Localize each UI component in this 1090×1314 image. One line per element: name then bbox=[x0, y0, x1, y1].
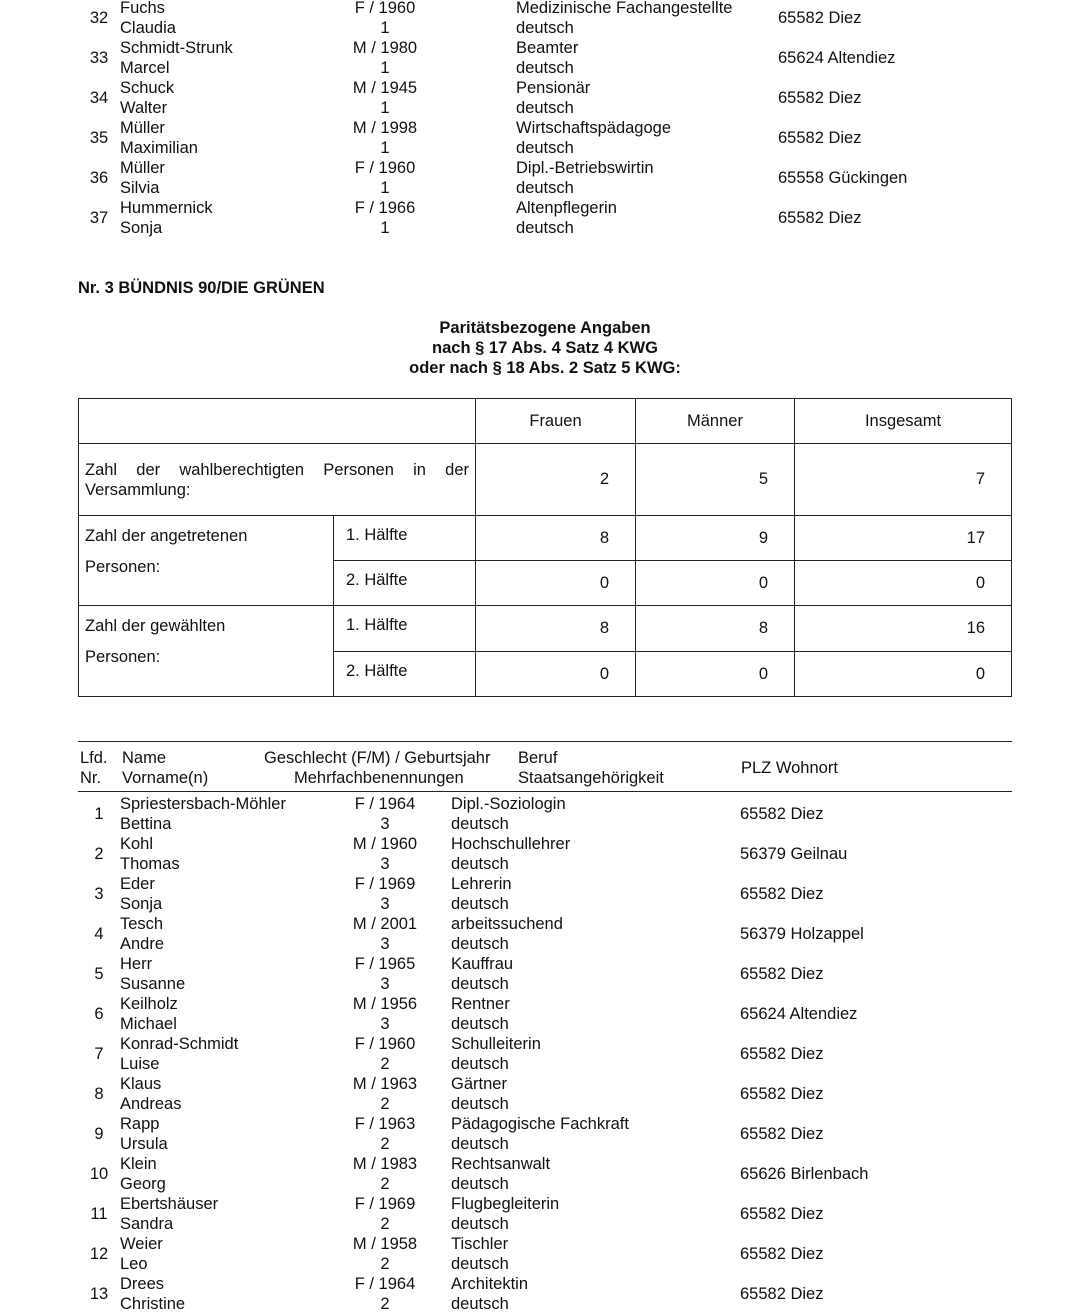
candidate-plz-city: 65558 Gückingen bbox=[778, 169, 908, 187]
candidate-job: Beamter bbox=[516, 39, 579, 57]
candidate-multi-count: 2 bbox=[380, 1095, 390, 1113]
candidate-surname: Hummernick bbox=[120, 199, 213, 217]
candidate-job: Schulleiterin bbox=[451, 1035, 541, 1053]
wahlberechtigt-gesamt: 7 bbox=[795, 444, 1012, 516]
parity-row-angetreten-h1 bbox=[79, 516, 1012, 561]
candidate-surname: Klein bbox=[120, 1155, 157, 1173]
candidate-sex-year: F / 1963 bbox=[354, 1115, 416, 1133]
parity-table bbox=[78, 398, 1012, 697]
candidate-sex-year: M / 1980 bbox=[352, 39, 418, 57]
candidate-plz-city: 65582 Diez bbox=[740, 1085, 824, 1103]
candidate-nationality: deutsch bbox=[451, 975, 509, 993]
candidate-job: Tischler bbox=[451, 1235, 509, 1253]
candidate-number: 33 bbox=[89, 49, 109, 67]
col-insgesamt: Insgesamt bbox=[795, 399, 1012, 444]
gewaehlt-h1-frauen: 8 bbox=[476, 606, 636, 652]
candidate-number: 6 bbox=[94, 1005, 104, 1023]
candidate-firstname: Claudia bbox=[120, 19, 176, 37]
parity-header-empty bbox=[79, 399, 476, 444]
candidate-sex-year: M / 1956 bbox=[352, 995, 418, 1013]
half-label: 1. Hälfte bbox=[334, 606, 476, 652]
half-label: 1. Hälfte bbox=[334, 516, 476, 561]
row-label-angetreten bbox=[79, 516, 334, 606]
candidate-firstname: Maximilian bbox=[120, 139, 198, 157]
candidate-row bbox=[0, 1034, 1090, 1074]
candidate-row bbox=[0, 1194, 1090, 1234]
candidate-firstname: Luise bbox=[120, 1055, 160, 1073]
candidate-job: Pädagogische Fachkraft bbox=[451, 1115, 629, 1133]
candidate-firstname: Susanne bbox=[120, 975, 186, 993]
candidate-plz-city: 65582 Diez bbox=[740, 805, 824, 823]
candidate-surname: Weier bbox=[120, 1235, 163, 1253]
candidate-row bbox=[0, 994, 1090, 1034]
candidate-nationality: deutsch bbox=[451, 1095, 509, 1113]
candidate-sex-year: F / 1966 bbox=[354, 199, 416, 217]
candidate-sex-year: M / 1983 bbox=[352, 1155, 418, 1173]
candidate-plz-city: 65582 Diez bbox=[778, 89, 862, 107]
angetreten-h1-maenner: 9 bbox=[636, 516, 795, 561]
candidate-job: Wirtschaftspädagoge bbox=[516, 119, 672, 137]
candidate-firstname: Walter bbox=[120, 99, 168, 117]
candidate-row bbox=[0, 158, 1090, 198]
candidate-nationality: deutsch bbox=[451, 1175, 509, 1193]
header-name: Name bbox=[122, 749, 167, 767]
candidate-surname: Drees bbox=[120, 1275, 165, 1293]
candidate-sex-year: M / 1960 bbox=[352, 835, 418, 853]
candidate-number: 1 bbox=[94, 805, 104, 823]
candidate-row bbox=[0, 794, 1090, 834]
candidate-firstname: Sandra bbox=[120, 1215, 174, 1233]
header-geschlecht: Geschlecht (F/M) / Geburtsjahr bbox=[264, 749, 491, 767]
candidate-multi-count: 2 bbox=[380, 1135, 390, 1153]
header-beruf: Beruf bbox=[518, 749, 558, 767]
header-rule-bottom bbox=[78, 791, 1012, 792]
candidate-job: Pensionär bbox=[516, 79, 591, 97]
candidate-nationality: deutsch bbox=[451, 1055, 509, 1073]
candidate-number: 3 bbox=[94, 885, 104, 903]
candidate-multi-count: 2 bbox=[380, 1255, 390, 1273]
candidate-nationality: deutsch bbox=[516, 139, 574, 157]
candidate-sex-year: F / 1969 bbox=[354, 875, 416, 893]
candidate-nationality: deutsch bbox=[451, 1295, 509, 1313]
candidate-plz-city: 65582 Diez bbox=[778, 9, 862, 27]
candidate-firstname: Silvia bbox=[120, 179, 160, 197]
candidate-multi-count: 3 bbox=[380, 855, 390, 873]
candidate-number: 2 bbox=[94, 845, 104, 863]
candidate-multi-count: 2 bbox=[380, 1215, 390, 1233]
candidate-number: 37 bbox=[89, 209, 109, 227]
angetreten-h1-frauen: 8 bbox=[476, 516, 636, 561]
parity-heading-line2: nach § 17 Abs. 4 Satz 4 KWG bbox=[432, 339, 658, 357]
candidate-multi-count: 2 bbox=[380, 1295, 390, 1313]
candidate-multi-count: 1 bbox=[380, 179, 390, 197]
candidate-row bbox=[0, 0, 1090, 38]
candidate-plz-city: 65582 Diez bbox=[740, 885, 824, 903]
candidate-job: Dipl.-Betriebswirtin bbox=[516, 159, 654, 177]
candidate-firstname: Michael bbox=[120, 1015, 177, 1033]
candidate-nationality: deutsch bbox=[451, 935, 509, 953]
half-label: 2. Hälfte bbox=[334, 561, 476, 606]
candidate-nationality: deutsch bbox=[451, 1015, 509, 1033]
candidate-firstname: Sonja bbox=[120, 219, 163, 237]
candidate-sex-year: F / 1960 bbox=[354, 1035, 416, 1053]
candidate-multi-count: 1 bbox=[380, 59, 390, 77]
candidate-row bbox=[0, 38, 1090, 78]
candidate-plz-city: 56379 Holzappel bbox=[740, 925, 864, 943]
candidate-plz-city: 65582 Diez bbox=[740, 1205, 824, 1223]
candidate-multi-count: 3 bbox=[380, 975, 390, 993]
candidate-row bbox=[0, 874, 1090, 914]
candidate-multi-count: 1 bbox=[380, 99, 390, 117]
candidate-firstname: Andre bbox=[120, 935, 165, 953]
candidate-job: Hochschullehrer bbox=[451, 835, 571, 853]
candidate-number: 4 bbox=[94, 925, 104, 943]
candidate-multi-count: 1 bbox=[380, 19, 390, 37]
candidate-plz-city: 56379 Geilnau bbox=[740, 845, 848, 863]
header-vorname: Vorname(n) bbox=[122, 769, 209, 787]
candidate-job: Rentner bbox=[451, 995, 510, 1013]
candidate-surname: Müller bbox=[120, 159, 165, 177]
candidate-plz-city: 65582 Diez bbox=[740, 1285, 824, 1303]
candidate-firstname: Thomas bbox=[120, 855, 180, 873]
candidate-number: 10 bbox=[89, 1165, 109, 1183]
parity-heading-line3: oder nach § 18 Abs. 2 Satz 5 KWG: bbox=[409, 359, 681, 377]
candidate-plz-city: 65582 Diez bbox=[740, 1245, 824, 1263]
row-label-wahlberechtigt: Zahl der wahlberechtigten Personen in der Versammlung: bbox=[79, 444, 476, 516]
candidate-surname: Fuchs bbox=[120, 0, 165, 17]
candidate-surname: Ebertshäuser bbox=[120, 1195, 219, 1213]
candidate-multi-count: 1 bbox=[380, 139, 390, 157]
header-nr: Nr. bbox=[80, 769, 102, 787]
candidate-number: 36 bbox=[89, 169, 109, 187]
candidate-job: Kauffrau bbox=[451, 955, 514, 973]
candidate-sex-year: F / 1960 bbox=[354, 159, 416, 177]
candidate-number: 35 bbox=[89, 129, 109, 147]
candidate-job: Altenpflegerin bbox=[516, 199, 617, 217]
candidate-job: Rechtsanwalt bbox=[451, 1155, 551, 1173]
header-plz: PLZ Wohnort bbox=[741, 759, 838, 777]
candidate-job: Medizinische Fachangestellte bbox=[516, 0, 733, 17]
candidate-sex-year: M / 1958 bbox=[352, 1235, 418, 1253]
candidate-firstname: Ursula bbox=[120, 1135, 168, 1153]
candidate-number: 8 bbox=[94, 1085, 104, 1103]
candidate-surname: Schuck bbox=[120, 79, 175, 97]
candidate-row bbox=[0, 1154, 1090, 1194]
candidate-surname: Spriestersbach-Möhler bbox=[120, 795, 286, 813]
candidate-surname: Schmidt-Strunk bbox=[120, 39, 233, 57]
candidate-surname: Klaus bbox=[120, 1075, 162, 1093]
row-label-angetreten-b: Personen: bbox=[85, 558, 161, 576]
row-label-angetreten-a: Zahl der angetretenen bbox=[85, 527, 248, 545]
gewaehlt-h2-frauen: 0 bbox=[476, 652, 636, 697]
candidate-sex-year: F / 1965 bbox=[354, 955, 416, 973]
row-label-gewaehlt-b: Personen: bbox=[85, 648, 161, 666]
candidate-nationality: deutsch bbox=[516, 179, 574, 197]
candidate-plz-city: 65624 Altendiez bbox=[778, 49, 896, 67]
parity-header-row bbox=[79, 399, 1012, 444]
candidate-job: Architektin bbox=[451, 1275, 529, 1293]
candidate-surname: Konrad-Schmidt bbox=[120, 1035, 239, 1053]
candidate-job: Flugbegleiterin bbox=[451, 1195, 560, 1213]
candidate-plz-city: 65582 Diez bbox=[740, 1045, 824, 1063]
candidate-multi-count: 3 bbox=[380, 815, 390, 833]
candidate-firstname: Christine bbox=[120, 1295, 186, 1313]
candidate-number: 9 bbox=[94, 1125, 104, 1143]
candidate-nationality: deutsch bbox=[451, 895, 509, 913]
candidate-plz-city: 65582 Diez bbox=[778, 209, 862, 227]
row-label-gewaehlt-a: Zahl der gewählten bbox=[85, 617, 226, 635]
candidate-plz-city: 65624 Altendiez bbox=[740, 1005, 858, 1023]
candidate-job: Lehrerin bbox=[451, 875, 512, 893]
parity-heading-line1: Paritätsbezogene Angaben bbox=[439, 319, 651, 337]
candidate-surname: Keilholz bbox=[120, 995, 178, 1013]
candidate-nationality: deutsch bbox=[451, 1135, 509, 1153]
candidate-sex-year: F / 1969 bbox=[354, 1195, 416, 1213]
candidate-number: 32 bbox=[89, 9, 109, 27]
header-staat: Staatsangehörigkeit bbox=[518, 769, 664, 787]
candidate-number: 34 bbox=[89, 89, 109, 107]
candidate-row bbox=[0, 1274, 1090, 1314]
row-label-gewaehlt bbox=[79, 606, 334, 697]
candidate-sex-year: M / 1945 bbox=[352, 79, 418, 97]
candidate-multi-count: 3 bbox=[380, 1015, 390, 1033]
party-title: Nr. 3 BÜNDNIS 90/DIE GRÜNEN bbox=[78, 279, 325, 297]
candidate-nationality: deutsch bbox=[516, 19, 574, 37]
candidate-multi-count: 2 bbox=[380, 1175, 390, 1193]
candidate-surname: Eder bbox=[120, 875, 155, 893]
candidate-number: 7 bbox=[94, 1045, 104, 1063]
angetreten-h2-maenner: 0 bbox=[636, 561, 795, 606]
header-rule-top bbox=[78, 741, 1012, 742]
candidate-nationality: deutsch bbox=[451, 1215, 509, 1233]
angetreten-h1-gesamt: 17 bbox=[795, 516, 1012, 561]
candidate-row bbox=[0, 834, 1090, 874]
col-maenner: Männer bbox=[636, 399, 795, 444]
candidate-surname: Müller bbox=[120, 119, 165, 137]
candidate-row bbox=[0, 78, 1090, 118]
candidate-number: 12 bbox=[89, 1245, 109, 1263]
candidate-firstname: Bettina bbox=[120, 815, 172, 833]
candidate-plz-city: 65582 Diez bbox=[778, 129, 862, 147]
candidate-plz-city: 65582 Diez bbox=[740, 1125, 824, 1143]
candidate-nationality: deutsch bbox=[451, 815, 509, 833]
candidate-job: Dipl.-Soziologin bbox=[451, 795, 566, 813]
candidate-firstname: Sonja bbox=[120, 895, 163, 913]
candidate-firstname: Georg bbox=[120, 1175, 166, 1193]
parity-row-wahlberechtigt bbox=[79, 444, 1012, 516]
candidate-sex-year: M / 1963 bbox=[352, 1075, 418, 1093]
candidate-surname: Herr bbox=[120, 955, 153, 973]
candidate-sex-year: F / 1964 bbox=[354, 795, 416, 813]
candidate-plz-city: 65582 Diez bbox=[740, 965, 824, 983]
parity-row-gewaehlt-h1 bbox=[79, 606, 1012, 652]
candidate-nationality: deutsch bbox=[451, 1255, 509, 1273]
half-label: 2. Hälfte bbox=[334, 652, 476, 697]
candidate-surname: Kohl bbox=[120, 835, 154, 853]
candidate-row bbox=[0, 118, 1090, 158]
gewaehlt-h2-gesamt: 0 bbox=[795, 652, 1012, 697]
candidate-sex-year: M / 2001 bbox=[352, 915, 418, 933]
angetreten-h2-frauen: 0 bbox=[476, 561, 636, 606]
candidate-multi-count: 2 bbox=[380, 1055, 390, 1073]
candidate-nationality: deutsch bbox=[451, 855, 509, 873]
candidate-surname: Rapp bbox=[120, 1115, 160, 1133]
candidate-firstname: Leo bbox=[120, 1255, 148, 1273]
candidate-firstname: Marcel bbox=[120, 59, 170, 77]
header-lfd: Lfd. bbox=[80, 749, 108, 767]
candidate-row bbox=[0, 1234, 1090, 1274]
candidate-sex-year: F / 1964 bbox=[354, 1275, 416, 1293]
candidate-row bbox=[0, 1114, 1090, 1154]
candidate-surname: Tesch bbox=[120, 915, 164, 933]
candidate-row bbox=[0, 198, 1090, 238]
wahlberechtigt-frauen: 2 bbox=[476, 444, 636, 516]
candidate-row bbox=[0, 914, 1090, 954]
angetreten-h2-gesamt: 0 bbox=[795, 561, 1012, 606]
candidate-plz-city: 65626 Birlenbach bbox=[740, 1165, 869, 1183]
candidate-row bbox=[0, 954, 1090, 994]
candidate-row bbox=[0, 1074, 1090, 1114]
candidate-multi-count: 3 bbox=[380, 935, 390, 953]
candidate-number: 13 bbox=[89, 1285, 109, 1303]
candidate-multi-count: 1 bbox=[380, 219, 390, 237]
gewaehlt-h1-maenner: 8 bbox=[636, 606, 795, 652]
candidate-multi-count: 3 bbox=[380, 895, 390, 913]
gewaehlt-h1-gesamt: 16 bbox=[795, 606, 1012, 652]
wahlberechtigt-maenner: 5 bbox=[636, 444, 795, 516]
candidate-sex-year: M / 1998 bbox=[352, 119, 418, 137]
candidate-nationality: deutsch bbox=[516, 59, 574, 77]
candidate-firstname: Andreas bbox=[120, 1095, 182, 1113]
col-frauen: Frauen bbox=[476, 399, 636, 444]
candidate-nationality: deutsch bbox=[516, 219, 574, 237]
header-mehrfach: Mehrfachbenennungen bbox=[294, 769, 464, 787]
candidate-job: Gärtner bbox=[451, 1075, 507, 1093]
gewaehlt-h2-maenner: 0 bbox=[636, 652, 795, 697]
candidate-number: 5 bbox=[94, 965, 104, 983]
candidate-sex-year: F / 1960 bbox=[354, 0, 416, 17]
candidate-number: 11 bbox=[90, 1205, 108, 1223]
candidate-nationality: deutsch bbox=[516, 99, 574, 117]
candidate-job: arbeitssuchend bbox=[451, 915, 563, 933]
